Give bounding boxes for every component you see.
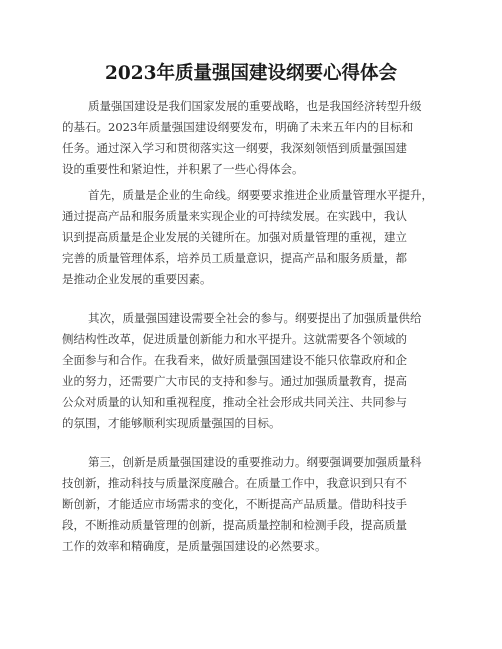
paragraph-line: 通过提高产品和服务质量来实现企业的可持续发展。在实践中，我认 <box>62 209 407 223</box>
paragraph-line: 工作的效率和精确度，是质量强国建设的必然要求。 <box>62 539 327 553</box>
paragraph-line: 质量强国建设是我们国家发展的重要战略，也是我国经济转型升级 <box>88 99 422 113</box>
paragraph-line: 设的重要性和紧迫性，并积累了一些心得体会。 <box>62 162 304 176</box>
paragraph-line: 段，不断推动质量管理的创新，提高质量控制和检测手段，提高质量 <box>62 518 407 532</box>
paragraph-intro <box>62 96 442 180</box>
paragraph-first <box>62 185 442 290</box>
paragraph-line: 任务。通过深入学习和贯彻落实这一纲要，我深刻领悟到质量强国建 <box>62 141 407 155</box>
paragraph-line: 的基石。2023年质量强国建设纲要发布，明确了未来五年内的目标和 <box>62 120 414 134</box>
paragraph-line: 业的努力，还需要广大市民的支持和参与。通过加强质量教育，提高 <box>62 374 407 388</box>
document-title: 2023年质量强国建设纲要心得体会 <box>105 63 397 84</box>
paragraph-line: 完善的质量管理体系，培养员工质量意识，提高产品和服务质量，都 <box>62 251 407 265</box>
paragraph-line: 识到提高质量是企业发展的关键所在。加强对质量管理的重视，建立 <box>62 230 407 244</box>
paragraph-line: 侧结构性改革，促进质量创新能力和水平提升。这就需要各个领域的 <box>62 332 407 346</box>
paragraph-line: 技创新，推动科技与质量深度融合。在质量工作中，我意识到只有不 <box>62 476 407 490</box>
paragraph-line: 是推动企业发展的重要因素。 <box>62 272 212 286</box>
paragraph-line: 第三，创新是质量强国建设的重要推动力。纲要强调要加强质量科 <box>88 455 422 469</box>
paragraph-line: 公众对质量的认知和重视程度，推动全社会形成共同关注、共同参与 <box>62 395 407 409</box>
paragraph-line: 其次，质量强国建设需要全社会的参与。纲要提出了加强质量供给 <box>88 311 422 325</box>
paragraph-line: 断创新，才能适应市场需求的变化，不断提高产品质量。借助科技手 <box>62 497 407 511</box>
paragraph-line: 全面参与和合作。在我看来，做好质量强国建设不能只依靠政府和企 <box>62 353 407 367</box>
paragraph-line: 的氛围，才能够顺利实现质量强国的目标。 <box>62 416 281 430</box>
paragraph-line: 首先，质量是企业的生命线。纲要要求推进企业质量管理水平提升， <box>88 188 433 202</box>
paragraph-third <box>62 452 442 557</box>
paragraph-second <box>62 308 442 434</box>
